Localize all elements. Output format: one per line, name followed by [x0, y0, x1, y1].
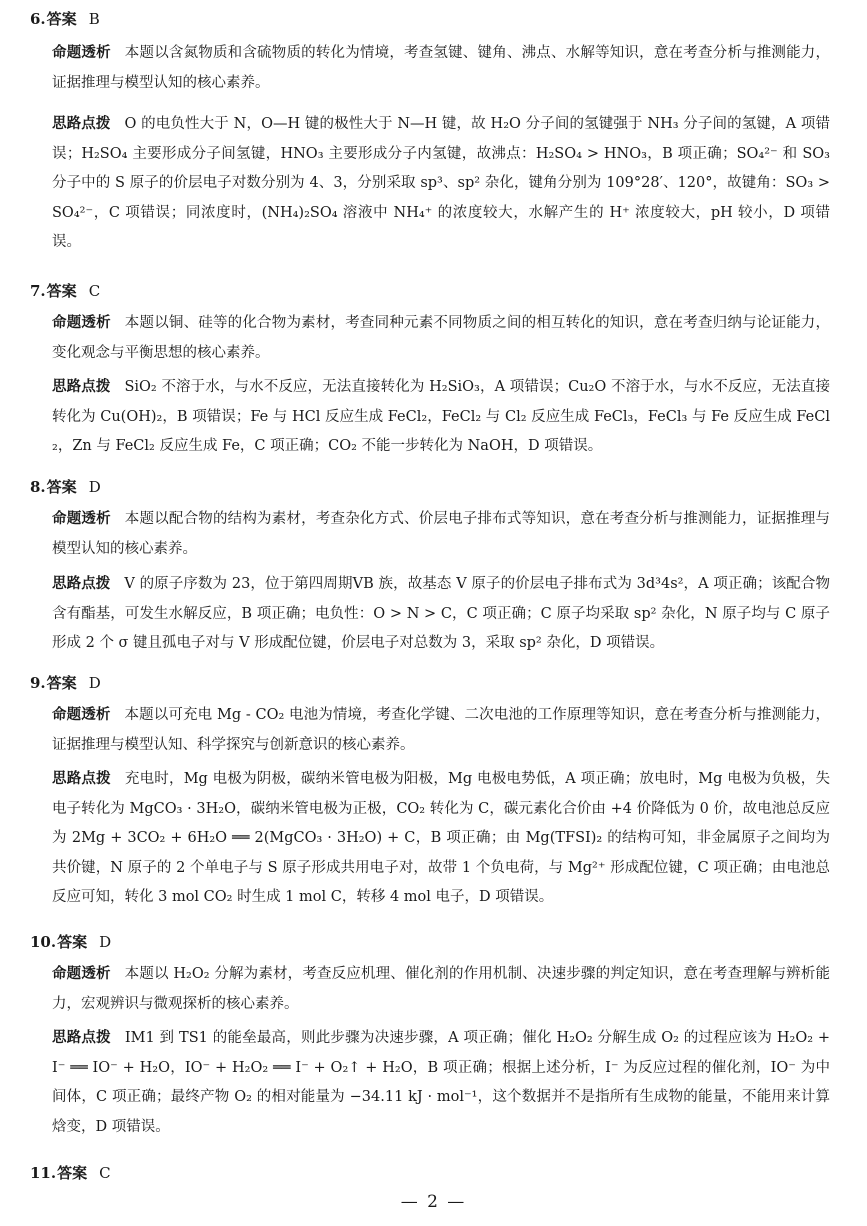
- answer-value: C: [99, 1164, 111, 1182]
- question-10-hint: [52, 1024, 830, 1142]
- hint-text: V 的原子序数为 23，位于第四周期ⅤB 族，故基态 V 原子的价层电子排布式为 3d³4s²，A 项正确；该配合物含有酯基，可发生水解反应，B 项正确；电负性：O > N > C，C 项正确；C 原子均采取 sp² 杂化，N 原子均与 C 原子形成 2 个 σ 键且孤电子对与 V 形成配位键，价层电子对总数为 3，采取 sp² 杂化，D 项错误。: [52, 576, 830, 651]
- analysis-label: 命题透析: [52, 966, 111, 982]
- question-9-header: [30, 673, 101, 693]
- hint-label: 思路点拨: [52, 771, 111, 787]
- question-9-hint: [52, 765, 830, 913]
- hint-label: 思路点拨: [52, 576, 111, 592]
- hint-text: 充电时，Mg 电极为阴极，碳纳米管电极为阳极，Mg 电极电势低，A 项正确；放电时，Mg 电极为负极，失电子转化为 MgCO₃ · 3H₂O，碳纳米管电极为正极，CO₂ 转化为 C，碳元素化合价由 +4 价降低为 0 价，故电池总反应为 2Mg + 3CO₂ + 6H₂O ══ 2(MgCO₃ · 3H₂O) + C，B 项正确；由 Mg(TFSI)₂ 的结构可知，非金属原子之间均为共价键，N 原子的 2 个单电子与 S 原子形成共用电子对，故带 1 个负电荷，与 Mg²⁺ 形成配位键，C 项正确；由电池总反应可知，转化 3 mol CO₂ 时生成 1 mol C，转移 4 mol 电子，D 项错误。: [52, 771, 831, 905]
- answer-label: 答案: [46, 282, 77, 300]
- question-6-analysis: [52, 39, 830, 98]
- question-number: 6.: [30, 10, 46, 28]
- analysis-label: 命题透析: [52, 45, 111, 61]
- analysis-label: 命题透析: [52, 315, 111, 331]
- hint-label: 思路点拨: [52, 116, 111, 132]
- answer-value: D: [88, 674, 101, 692]
- question-7-hint: [52, 373, 830, 462]
- answer-label: 答案: [46, 674, 77, 692]
- question-7-analysis: [52, 309, 830, 368]
- question-10-header: [30, 932, 111, 952]
- question-number: 8.: [30, 478, 46, 496]
- question-number: 10.: [30, 933, 57, 951]
- answer-value: D: [99, 933, 112, 951]
- analysis-text: 本题以铜、硅等的化合物为素材，考查同种元素不同物质之间的相互转化的知识，意在考查归纳与论证能力，变化观念与平衡思想的核心素养。: [52, 315, 831, 361]
- answer-value: B: [88, 10, 100, 28]
- question-11-header: [30, 1163, 111, 1183]
- hint-label: 思路点拨: [52, 1030, 111, 1046]
- question-6-header: [30, 9, 100, 29]
- question-7-header: [30, 281, 100, 301]
- analysis-text: 本题以配合物的结构为素材，考查杂化方式、价层电子排布式等知识，意在考查分析与推测能力，证据推理与模型认知的核心素养。: [52, 511, 831, 557]
- analysis-label: 命题透析: [52, 511, 111, 527]
- question-8-hint: [52, 570, 830, 659]
- analysis-text: 本题以含氮物质和含硫物质的转化为情境，考查氢键、键角、沸点、水解等知识，意在考查分析与推测能力，证据推理与模型认知的核心素养。: [52, 45, 831, 91]
- answer-label: 答案: [46, 478, 77, 496]
- question-10-analysis: [52, 960, 830, 1019]
- question-number: 7.: [30, 282, 46, 300]
- question-8-analysis: [52, 505, 830, 564]
- question-9-analysis: [52, 701, 830, 760]
- question-6-hint: [52, 110, 830, 258]
- analysis-text: 本题以 H₂O₂ 分解为素材，考查反应机理、催化剂的作用机制、决速步骤的判定知识，意在考查理解与辨析能力，宏观辨识与微观探析的核心素养。: [52, 966, 831, 1012]
- page-number: — 2 —: [400, 1192, 467, 1212]
- hint-text: IM1 到 TS1 的能垒最高，则此步骤为决速步骤，A 项正确；催化 H₂O₂ 分解生成 O₂ 的过程应该为 H₂O₂ + I⁻ ══ IO⁻ + H₂O，IO⁻ + H₂O₂ ══ I⁻ + O₂↑ + H₂O，B 项正确；根据上述分析，I⁻ 为反应过程的催化剂，IO⁻ 为中间体，C 项正确；最终产物 O₂ 的相对能量为 −34.11 kJ · mol⁻¹，这个数据并不是指所有生成物的能量，不能用来计算焓变，D 项错误。: [52, 1030, 831, 1135]
- answer-label: 答案: [46, 10, 77, 28]
- answer-label: 答案: [57, 1164, 88, 1182]
- hint-label: 思路点拨: [52, 379, 111, 395]
- answer-value: D: [88, 478, 101, 496]
- analysis-label: 命题透析: [52, 707, 111, 723]
- hint-text: O 的电负性大于 N，O—H 键的极性大于 N—H 键，故 H₂O 分子间的氢键强于 NH₃ 分子间的氢键，A 项错误；H₂SO₄ 主要形成分子间氢键，HNO₃ 主要形成分子内氢键，故沸点：H₂SO₄ > HNO₃，B 项正确；SO₄²⁻ 和 SO₃ 分子中的 S 原子的价层电子对数分别为 4、3，分别采取 sp³、sp² 杂化，键角分别为 109°28′、120°，故键角：SO₃ > SO₄²⁻，C 项错误；同浓度时，(NH₄)₂SO₄ 溶液中 NH₄⁺ 的浓度较大，水解产生的 H⁺ 浓度较大，pH 较小，D 项错误。: [52, 116, 830, 250]
- analysis-text: 本题以可充电 Mg - CO₂ 电池为情境，考查化学键、二次电池的工作原理等知识，意在考查分析与推测能力，证据推理与模型认知、科学探究与创新意识的核心素养。: [52, 707, 830, 753]
- question-8-header: [30, 477, 101, 497]
- question-number: 11.: [30, 1164, 57, 1182]
- answer-label: 答案: [57, 933, 88, 951]
- answer-value: C: [88, 282, 101, 300]
- hint-text: SiO₂ 不溶于水，与水不反应，无法直接转化为 H₂SiO₃，A 项错误；Cu₂O 不溶于水，与水不反应，无法直接转化为 Cu(OH)₂，B 项错误；Fe 与 HCl 反应生成 FeCl₂，FeCl₂ 与 Cl₂ 反应生成 FeCl₃，FeCl₃ 与 Fe 反应生成 FeCl₂，Zn 与 FeCl₂ 反应生成 Fe，C 项正确；CO₂ 不能一步转化为 NaOH，D 项错误。: [52, 379, 831, 454]
- question-number: 9.: [30, 674, 46, 692]
